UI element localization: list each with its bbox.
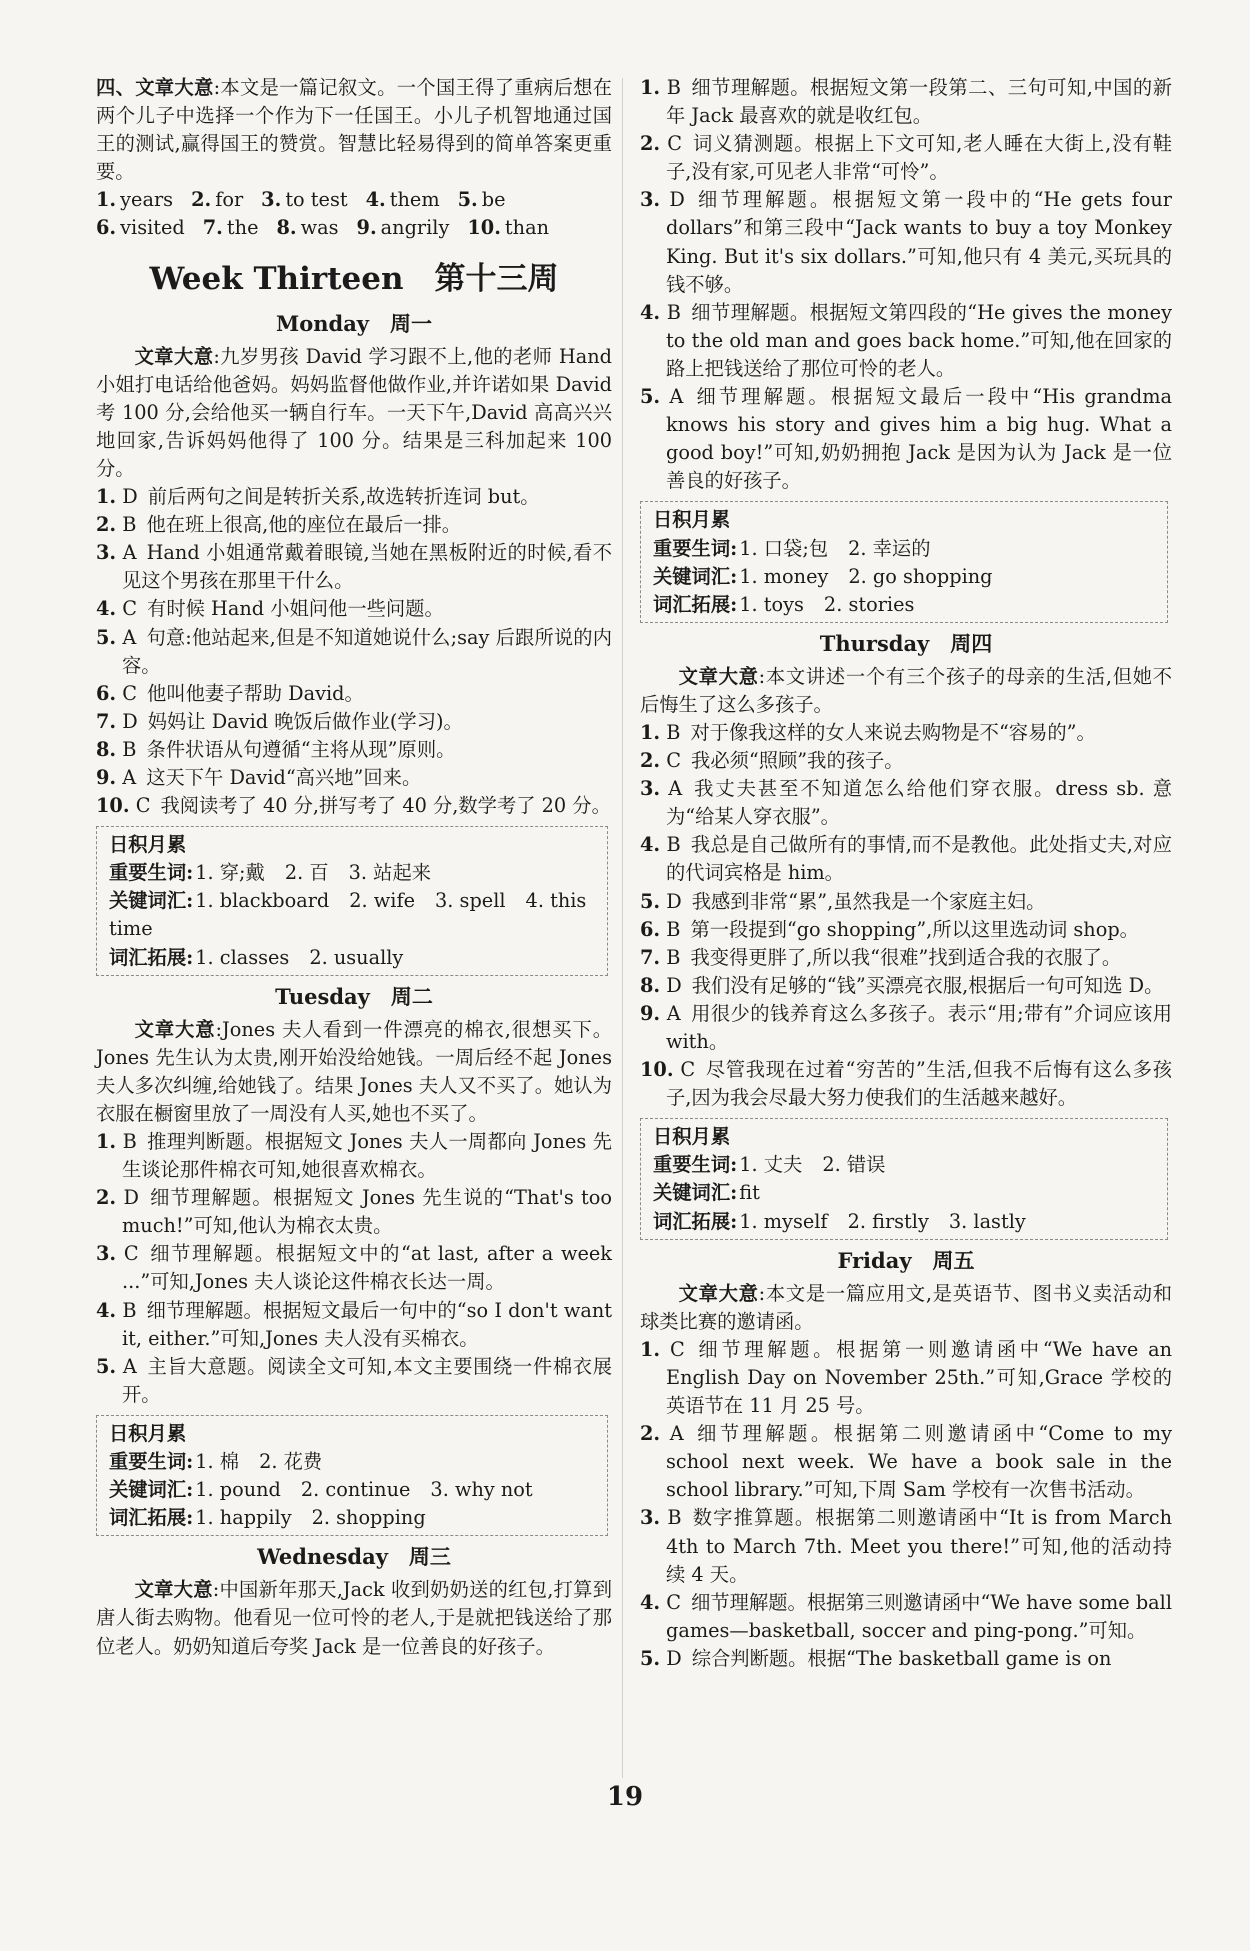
box-row	[653, 563, 1159, 591]
answer-letter: C	[122, 597, 138, 621]
intro-text: :本文是一篇记叙文。一个国王得了重病后想在两个儿子中选择一个作为下一任国王。小儿子机智地通过国王的测试,赢得国王的赞赏。智慧比轻易得到的简单答案更重要。	[96, 76, 612, 184]
answer-letter: B	[666, 833, 681, 857]
answer-number: 4.	[365, 188, 386, 212]
answer-number: 6.	[640, 917, 661, 941]
answer-text: to test	[285, 188, 348, 212]
answer-letter: C	[680, 1058, 696, 1082]
box-value: 1. toys	[739, 592, 804, 616]
summary-text: :本文是一篇应用文,是英语节、图书义卖活动和球类比赛的邀请函。	[640, 1281, 1173, 1333]
friday-title: Friday 周五	[837, 1247, 975, 1273]
box-value: 3. spell	[435, 889, 506, 913]
answer-number: 1.	[96, 188, 117, 212]
answer-number: 5.	[457, 188, 478, 212]
answer-number: 9.	[96, 765, 117, 789]
answer-item	[96, 1184, 612, 1240]
answer-letter: B	[666, 945, 681, 969]
box-row	[109, 944, 599, 972]
answer-explanation: 细节理解题。根据第一则邀请函中“We have an English Day on November 25th.”可知,Grace 学校的英语节在 11 月 25 号。	[666, 1337, 1172, 1418]
box-row	[653, 1151, 1159, 1179]
answer-item	[96, 511, 612, 539]
box-row	[109, 859, 599, 887]
answer-item	[640, 916, 1172, 944]
answer-letter: C	[666, 1590, 682, 1614]
answer-letter: D	[666, 1646, 682, 1670]
answer-number: 4.	[96, 597, 117, 621]
box-value: 3. why not	[430, 1478, 533, 1502]
answer-item	[640, 1645, 1172, 1673]
answer-text: the	[226, 216, 259, 240]
answer-number: 1.	[640, 1337, 661, 1361]
answer-number: 2.	[640, 749, 661, 773]
answer-letter: D	[123, 1186, 139, 1210]
box-title: 日积月累	[109, 1421, 187, 1445]
answer-explanation: 细节理解题。根据短文第四段的“He gives the money to the old man and goes back home.”可知,他在回家的路上把钱送给了那位可怜的老人。	[666, 300, 1172, 380]
friday-summary	[640, 1280, 1172, 1336]
answer-text: than	[504, 216, 550, 240]
answer-explanation: 细节理解题。根据短文 Jones 先生说的“That's too much!”可知,他认为棉衣太贵。	[122, 1186, 612, 1238]
answer-number: 2.	[640, 132, 661, 156]
box-value: 2. 幸运的	[848, 536, 931, 560]
box-value: 1. happily	[195, 1506, 292, 1530]
box-row-label: 重要生词:	[109, 1450, 194, 1474]
fill-answer	[366, 186, 440, 214]
answer-letter: B	[666, 917, 681, 941]
answer-explanation: 我丈夫甚至不知道怎么给他们穿衣服。dress sb. 意为“给某人穿衣服”。	[666, 777, 1172, 829]
answer-number: 7.	[640, 945, 661, 969]
answer-explanation: 尽管我现在过着“穷苦的”生活,但我不后悔有这么多孩子,因为我会尽最大努力使我们的生活越来越好。	[666, 1058, 1172, 1110]
answer-item	[640, 1000, 1172, 1056]
summary-text: :九岁男孩 David 学习跟不上,他的老师 Hand 小姐打电话给他爸妈。妈妈监督他做作业,并许诺如果 David 考 100 分,会给他买一辆自行车。一天下午,David 高高兴兴地回家,告诉妈妈他得了 100 分。结果是三科加起来 100 分。	[96, 344, 613, 480]
answer-number: 3.	[96, 1242, 117, 1266]
fill-answer	[191, 186, 243, 214]
answer-text: angrily	[380, 216, 450, 240]
thursday-vocab-box	[640, 1118, 1168, 1239]
box-value: 1. myself	[739, 1209, 828, 1233]
answer-item	[96, 483, 612, 511]
answer-number: 2.	[191, 188, 212, 212]
page-number: 19	[606, 1782, 644, 1812]
answer-explanation: 句意:他站起来,但是不知道她说什么;say 后跟所说的内容。	[122, 625, 612, 677]
box-row-label: 词汇拓展:	[653, 1209, 738, 1233]
box-value: 3. 站起来	[348, 861, 432, 885]
right-column	[640, 74, 1172, 1673]
wednesday-vocab-box	[640, 501, 1168, 622]
monday-vocab-box	[96, 826, 608, 975]
answer-explanation: 条件状语从句遵循“主将从现”原则。	[146, 737, 456, 761]
box-value: 2. firstly	[847, 1209, 929, 1233]
answer-explanation: 细节理解题。根据短文最后一段中“His grandma knows his story and gives him a big hug. What a good boy!”可知,奶奶拥抱 Jack 是因为认为 Jack 是一位善良的好孩子。	[666, 385, 1172, 493]
box-row-label: 重要生词:	[653, 1153, 738, 1177]
answer-number: 3.	[96, 541, 117, 565]
answer-item	[640, 972, 1172, 1000]
intro-label: 四、文章大意	[96, 76, 214, 99]
answer-text: be	[481, 188, 506, 212]
answer-item	[96, 764, 612, 792]
box-value: 1. blackboard	[195, 889, 330, 913]
box-title: 日积月累	[109, 833, 187, 857]
answer-explanation: 细节理解题。根据短文第一段中的“He gets four dollars”和第三段中“Jack wants to buy a toy Monkey King. But it's six dollars.”可知,他只有 4 美元,买玩具的钱不够。	[666, 188, 1172, 296]
answer-item	[96, 1128, 612, 1184]
answer-explanation: 他叫他妻子帮助 David。	[147, 681, 364, 705]
box-row	[109, 1504, 599, 1532]
answer-item	[640, 186, 1172, 298]
answer-text: visited	[120, 216, 185, 240]
thursday-summary	[640, 663, 1172, 719]
answer-letter: B	[122, 1130, 137, 1153]
tuesday-answers	[96, 1128, 612, 1409]
answer-item	[640, 1420, 1172, 1504]
fill-answers	[96, 186, 612, 242]
box-row-label: 重要生词:	[653, 536, 738, 560]
answer-text: was	[300, 216, 339, 240]
answer-number: 3.	[640, 1506, 661, 1530]
box-row	[109, 1476, 599, 1504]
box-value: 2. 百	[284, 861, 329, 885]
answer-explanation: 词义猜测题。根据上下文可知,老人睡在大街上,没有鞋子,没有家,可见老人非常“可怜”。	[666, 132, 1172, 184]
answer-letter: D	[666, 973, 682, 997]
box-value: 4. this time	[109, 889, 587, 941]
box-row	[653, 1208, 1159, 1236]
box-value: 1. classes	[195, 945, 290, 969]
box-title: 日积月累	[653, 508, 731, 532]
tuesday-vocab-box	[96, 1415, 608, 1536]
box-row	[109, 1448, 599, 1476]
answer-item	[640, 1589, 1172, 1645]
answer-number: 9.	[640, 1001, 661, 1025]
answer-letter: A	[669, 385, 684, 409]
answer-letter: A	[669, 1422, 684, 1446]
box-value: 1. 丈夫	[739, 1153, 803, 1177]
answer-text: for	[215, 188, 244, 212]
answer-number: 3.	[640, 777, 661, 801]
answer-explanation: 我总是自己做所有的事情,而不是教他。此处指丈夫,对应的代词宾格是 him。	[666, 833, 1172, 885]
answer-explanation: 前后两句之间是转折关系,故选转折连词 but。	[147, 485, 540, 509]
summary-label: 文章大意	[134, 1578, 213, 1602]
answer-item	[96, 539, 612, 595]
answer-item	[640, 944, 1172, 972]
box-value: 1. money	[739, 564, 829, 588]
answer-item	[96, 624, 612, 680]
wednesday-summary	[96, 1576, 612, 1660]
answer-number: 5.	[640, 385, 661, 409]
answer-number: 1.	[640, 720, 661, 744]
answer-number: 4.	[640, 1590, 661, 1614]
answer-item	[640, 1504, 1172, 1588]
answer-letter: C	[667, 132, 683, 156]
answer-letter: C	[122, 681, 138, 705]
answer-letter: A	[666, 1001, 681, 1025]
answer-explanation: 有时候 Hand 小姐问他一些问题。	[147, 597, 444, 621]
answer-number: 6.	[96, 216, 117, 240]
answer-item	[640, 747, 1172, 775]
monday-answers	[96, 483, 612, 820]
answer-explanation: 我阅读考了 40 分,拼写考了 40 分,数学考了 20 分。	[160, 794, 611, 818]
answer-item	[96, 792, 612, 820]
answer-explanation: 细节理解题。根据第三则邀请函中“We have some ball games—basketball, soccer and ping-pong.”可知。	[666, 1590, 1173, 1642]
answer-number: 1.	[96, 1130, 117, 1153]
answer-letter: A	[122, 625, 137, 649]
answer-letter: C	[669, 1337, 685, 1361]
box-row	[653, 591, 1159, 619]
box-value: 2. usually	[309, 945, 404, 969]
answer-explanation: 数字推算题。根据第二则邀请函中“It is from March 4th to March 7th. Meet you there!”可知,他的活动持续 4 天。	[666, 1506, 1172, 1586]
fill-answer	[96, 186, 173, 214]
answer-item	[640, 1056, 1172, 1112]
answer-number: 8.	[96, 737, 117, 761]
answer-number: 4.	[640, 300, 661, 324]
answer-number: 1.	[96, 485, 117, 509]
box-value: 1. 棉	[195, 1450, 240, 1474]
answer-text: them	[389, 188, 440, 212]
answer-explanation: 用很少的钱养育这么多孩子。表示“用;带有”介词应该用 with。	[666, 1001, 1172, 1053]
summary-label: 文章大意	[134, 344, 214, 368]
box-value: 2. 花费	[259, 1450, 323, 1474]
answer-number: 10.	[96, 794, 130, 818]
box-row-label: 关键词汇:	[109, 889, 194, 913]
thursday-title: Thursday 周四	[819, 630, 993, 656]
answer-item	[96, 708, 612, 736]
answer-number: 4.	[640, 833, 661, 857]
answer-explanation: 细节理解题。根据短文最后一句中的“so I don't want it, either.”可知,Jones 夫人没有买棉衣。	[122, 1298, 612, 1350]
monday-summary	[96, 343, 612, 483]
fill-answer	[261, 186, 347, 214]
answer-explanation: 我们没有足够的“钱”买漂亮衣服,根据后一句可知选 D。	[691, 973, 1164, 997]
answer-explanation: 我必须“照顾”我的孩子。	[691, 749, 904, 773]
answer-explanation: 细节理解题。根据短文第一段第二、三句可知,中国的新年 Jack 最喜欢的就是收红包。	[666, 76, 1172, 128]
answer-explanation: 主旨大意题。阅读全文可知,本文主要围绕一件棉衣展开。	[122, 1354, 612, 1406]
box-row-label: 词汇拓展:	[109, 1506, 194, 1530]
answer-text: years	[120, 188, 174, 212]
box-value: 2. go shopping	[848, 564, 993, 588]
answer-explanation: 他在班上很高,他的座位在最后一排。	[146, 513, 462, 537]
answer-explanation: 第一段提到“go shopping”,所以这里选动词 shop。	[690, 917, 1139, 941]
answer-number: 3.	[640, 188, 661, 212]
answer-letter: B	[122, 513, 137, 537]
fill-answer	[96, 214, 185, 242]
box-value: 1. pound	[195, 1478, 281, 1502]
box-row	[109, 887, 599, 943]
box-value: 2. 错误	[822, 1153, 886, 1177]
box-value: fit	[739, 1181, 760, 1205]
answer-number: 10.	[467, 216, 501, 240]
friday-answers	[640, 1336, 1172, 1673]
box-row-label: 重要生词:	[109, 861, 194, 885]
week-title: Week Thirteen 第十三周	[149, 260, 559, 297]
left-column	[96, 74, 612, 1661]
answer-number: 4.	[96, 1298, 117, 1322]
answer-explanation: 我感到非常“累”,虽然我是一个家庭主妇。	[691, 889, 1046, 913]
answer-explanation: 细节理解题。根据短文中的“at last, after a week ...”可知,Jones 夫人谈论这件棉衣长达一周。	[122, 1242, 612, 1294]
box-row	[653, 535, 1159, 563]
box-value: 1. 口袋;包	[739, 536, 829, 560]
wednesday-answers	[640, 74, 1172, 495]
tuesday-title: Tuesday 周二	[275, 983, 433, 1009]
answer-letter: A	[122, 541, 137, 565]
box-value: 2. shopping	[311, 1506, 426, 1530]
summary-label: 文章大意	[678, 664, 759, 688]
box-value: 2. continue	[300, 1478, 411, 1502]
answer-item	[640, 130, 1172, 186]
answer-letter: A	[122, 765, 137, 789]
answer-explanation: 我变得更胖了,所以我“很难”找到适合我的衣服了。	[690, 945, 1122, 969]
answer-explanation: 妈妈让 David 晚饭后做作业(学习)。	[147, 709, 463, 733]
answer-letter: D	[122, 709, 138, 733]
answer-number: 7.	[202, 216, 223, 240]
answer-item	[640, 1336, 1172, 1420]
answer-item	[96, 1297, 612, 1353]
box-row-label: 关键词汇:	[653, 564, 738, 588]
answer-item	[96, 1240, 612, 1296]
answer-letter: B	[666, 300, 681, 324]
answer-item	[640, 888, 1172, 916]
answer-item	[96, 595, 612, 623]
answer-item	[640, 775, 1172, 831]
intro-paragraph	[96, 74, 612, 186]
fill-answer	[357, 214, 450, 242]
box-value: 2. stories	[823, 592, 915, 616]
answer-letter: C	[135, 794, 151, 818]
answer-letter: B	[666, 720, 681, 744]
box-value: 2. wife	[349, 889, 416, 913]
answer-number: 2.	[96, 513, 117, 537]
answer-number: 6.	[96, 681, 117, 705]
answer-number: 2.	[96, 1186, 117, 1210]
answer-explanation: 对于像我这样的女人来说去购物是不“容易的”。	[690, 720, 1096, 744]
answer-letter: A	[668, 777, 683, 801]
fill-answer	[467, 214, 549, 242]
fill-answer	[458, 186, 506, 214]
summary-label: 文章大意	[678, 1281, 759, 1305]
answer-number: 5.	[640, 889, 661, 913]
answer-letter: B	[122, 1298, 137, 1322]
answer-number: 8.	[276, 216, 297, 240]
answer-number: 10.	[640, 1058, 674, 1082]
summary-text: :Jones 夫人看到一件漂亮的棉衣,很想买下。Jones 先生认为太贵,刚开始没给她钱。一周后经不起 Jones 夫人多次纠缠,给她钱了。结果 Jones 夫人又不买了。她认为衣服在橱窗里放了一周没有人买,她也不买了。	[96, 1017, 612, 1125]
answer-item	[640, 383, 1172, 495]
answer-number: 5.	[96, 1354, 117, 1378]
answer-number: 7.	[96, 709, 117, 733]
answer-item	[640, 299, 1172, 383]
thursday-answers	[640, 719, 1172, 1112]
answer-item	[640, 719, 1172, 747]
answer-item	[96, 1353, 612, 1409]
box-row	[653, 1179, 1159, 1207]
answer-number: 5.	[96, 625, 117, 649]
answer-explanation: 推理判断题。根据短文 Jones 夫人一周都向 Jones 先生谈论那件棉衣可知,她很喜欢棉衣。	[122, 1130, 612, 1182]
summary-text: :本文讲述一个有三个孩子的母亲的生活,但她不后悔生了这么多孩子。	[640, 664, 1173, 716]
answer-item	[96, 736, 612, 764]
answer-number: 8.	[640, 973, 661, 997]
answer-explanation: 细节理解题。根据第二则邀请函中“Come to my school next week. We have a book sale in the school library.”可知,下周 Sam 学校有一次售书活动。	[666, 1422, 1173, 1502]
answer-explanation: 综合判断题。根据“The basketball game is on	[691, 1646, 1112, 1670]
answer-item	[640, 74, 1172, 130]
box-title: 日积月累	[653, 1125, 731, 1149]
box-value: 3. lastly	[948, 1209, 1026, 1233]
fill-answer	[203, 214, 259, 242]
box-row-label: 关键词汇:	[653, 1181, 738, 1205]
answer-item	[640, 831, 1172, 887]
box-value: 1. 穿;戴	[195, 861, 265, 885]
answer-letter: B	[122, 737, 137, 761]
box-row-label: 词汇拓展:	[653, 592, 738, 616]
column-divider	[622, 78, 623, 1778]
answer-number: 2.	[640, 1422, 661, 1446]
monday-title: Monday 周一	[275, 310, 432, 336]
answer-letter: D	[122, 485, 138, 509]
answer-letter: D	[669, 188, 685, 212]
answer-letter: A	[122, 1354, 137, 1378]
answer-item	[96, 680, 612, 708]
box-row-label: 词汇拓展:	[109, 945, 194, 969]
answer-explanation: 这天下午 David“高兴地”回来。	[146, 765, 422, 789]
answer-number: 1.	[640, 76, 661, 99]
wednesday-title: Wednesday 周三	[257, 1544, 451, 1570]
answer-number: 5.	[640, 1646, 661, 1670]
tuesday-summary	[96, 1016, 612, 1128]
summary-label: 文章大意	[134, 1017, 216, 1041]
answer-letter: B	[666, 76, 681, 99]
answer-number: 3.	[261, 188, 282, 212]
fill-answer	[276, 214, 338, 242]
answer-letter: C	[666, 749, 682, 773]
box-row-label: 关键词汇:	[109, 1478, 194, 1502]
answer-letter: B	[667, 1506, 682, 1530]
answer-letter: D	[666, 889, 682, 913]
summary-text: :中国新年那天,Jack 收到奶奶送的红包,打算到唐人街去购物。他看见一位可怜的老人,于是就把钱送给了那位老人。奶奶知道后夸奖 Jack 是一位善良的好孩子。	[96, 1578, 612, 1658]
answer-letter: C	[123, 1242, 139, 1266]
answer-number: 9.	[356, 216, 377, 240]
answer-explanation: Hand 小姐通常戴着眼镜,当她在黑板附近的时候,看不见这个男孩在那里干什么。	[122, 541, 612, 593]
